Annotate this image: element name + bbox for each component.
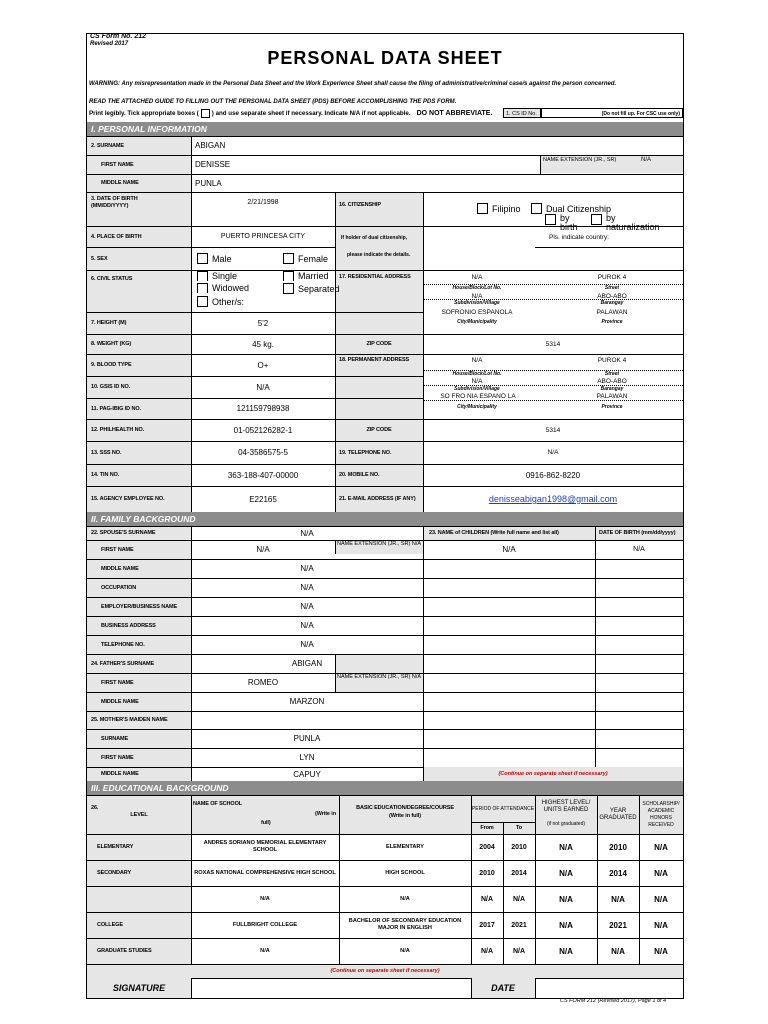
- spouse-ext-value[interactable]: N/A: [411, 541, 422, 547]
- perm-city-value[interactable]: SO FRO NIA ESPANO LA: [440, 393, 516, 400]
- first-name-value[interactable]: DENISSE: [195, 160, 231, 169]
- date-label: DATE: [491, 983, 515, 993]
- edu-row-3-honors[interactable]: N/A: [654, 894, 668, 904]
- edu-row-4-to[interactable]: 2021: [511, 921, 527, 929]
- sex-label: 5. SEX: [91, 255, 108, 262]
- filipino-option[interactable]: Filipino: [477, 203, 521, 214]
- telephone-value[interactable]: N/A: [547, 449, 559, 456]
- edu-row-3-school[interactable]: N/A: [260, 895, 270, 902]
- dob-value[interactable]: 2/21/1998: [247, 198, 279, 206]
- children-label: 23. NAME of CHILDREN (Write full name and list all): [429, 530, 559, 536]
- surname-value[interactable]: ABIGAN: [195, 141, 226, 150]
- pagibig-label: 11. PAG-IBIG ID NO.: [91, 405, 141, 412]
- perm-brgy-value[interactable]: ABO-ABO: [597, 378, 627, 385]
- father-middle-label: MIDDLE NAME: [101, 698, 139, 705]
- business-address-label: BUSINESS ADDRESS: [101, 622, 156, 629]
- res-zip-value[interactable]: 5314: [545, 340, 561, 348]
- dual-note-2: please indicate the details.: [347, 252, 411, 258]
- edu-row-2-year[interactable]: 2014: [609, 868, 627, 878]
- edu-row-5-from[interactable]: N/A: [480, 947, 494, 955]
- edu-row-1-from[interactable]: 2004: [479, 843, 495, 851]
- res-prov-label: Province: [601, 319, 623, 325]
- warning-text: WARNING: Any misrepresentation made in the Personal Data Sheet and the Work Experience Sheet shall cause the filing of administrative/criminal case/s against the person concerned.: [89, 81, 617, 87]
- res-city-value[interactable]: SOFRONIO ESPANOLA: [441, 309, 513, 316]
- height-value[interactable]: 5'2: [257, 318, 269, 328]
- philhealth-label: 12. PHILHEALTH NO.: [91, 427, 145, 433]
- sss-label: 13. SSS NO.: [91, 449, 122, 456]
- agency-no-value[interactable]: E22165: [249, 494, 277, 504]
- csid-field: (Do not fill up. For CSC use only): [541, 108, 683, 118]
- male-option[interactable]: Male: [197, 253, 232, 264]
- signature-label: SIGNATURE: [112, 983, 166, 993]
- perm-zip-value[interactable]: 5314: [545, 426, 561, 434]
- edu-row-1-level: ELEMENTARY: [97, 843, 134, 850]
- edu-to-header: To: [515, 825, 523, 831]
- edu-school-write: (Write in: [315, 811, 336, 817]
- married-option[interactable]: Married: [283, 271, 329, 281]
- csid-label: 1. CS ID No.: [503, 108, 541, 118]
- spouse-middle-value[interactable]: N/A: [300, 564, 314, 573]
- perm-street-value[interactable]: PUROK 4: [597, 357, 627, 364]
- edu-row-2-to[interactable]: 2014: [511, 869, 527, 877]
- edu-course-write: (Write in full): [388, 813, 421, 819]
- civil-status-label: 6. CIVIL STATUS: [91, 276, 133, 282]
- others-checkbox[interactable]: [197, 296, 208, 307]
- mother-middle-value[interactable]: CAPUY: [293, 769, 321, 779]
- section-educational-background: III. EDUCATIONAL BACKGROUND: [87, 781, 683, 795]
- agency-no-label: 15. AGENCY EMPLOYEE NO.: [91, 496, 165, 502]
- occupation-label: OCCUPATION: [101, 584, 137, 591]
- form-number: CS Form No. 212: [90, 33, 147, 40]
- tin-label: 14. TIN NO.: [91, 472, 120, 478]
- edu-number: 26.: [91, 805, 99, 811]
- edu-from-header: From: [480, 825, 494, 831]
- blood-type-value[interactable]: O+: [257, 360, 269, 370]
- edu-row-1-school[interactable]: ANDRES SORIANO MEMORIAL ELEMENTARY SCHOOL: [203, 840, 327, 853]
- permanent-address-label: 18. PERMANENT ADDRESS: [339, 357, 410, 363]
- perm-city-label: City/Municipality: [457, 404, 497, 410]
- middle-name-value[interactable]: PUNLA: [195, 178, 222, 188]
- female-checkbox[interactable]: [283, 253, 294, 264]
- citizenship-label: 16. CITIZENSHIP: [339, 202, 381, 208]
- edu-row-4-honors[interactable]: N/A: [654, 920, 668, 930]
- date-field[interactable]: [536, 979, 682, 997]
- spouse-surname-value[interactable]: N/A: [300, 528, 314, 538]
- edu-school-header: NAME OF SCHOOL: [193, 801, 243, 807]
- edu-row-2-level: SECONDARY: [97, 869, 132, 876]
- edu-row-2-course[interactable]: HIGH SCHOOL: [385, 869, 425, 876]
- section-personal-info: I. PERSONAL INFORMATION: [87, 122, 683, 136]
- child-1-name[interactable]: N/A: [502, 545, 516, 554]
- edu-row-2-from[interactable]: 2010: [479, 869, 495, 877]
- edu-course-header: BASIC EDUCATION/DEGREE/COURSE: [356, 805, 454, 811]
- edu-row-4-highest[interactable]: N/A: [559, 920, 573, 930]
- edu-row-1-to[interactable]: 2010: [511, 843, 527, 851]
- edu-row-3-to[interactable]: N/A: [512, 895, 526, 903]
- edu-row-1-course[interactable]: ELEMENTARY: [386, 843, 424, 850]
- edu-year-header: YEAR GRADUATED: [599, 807, 637, 821]
- perm-brgy-label: Barangay: [600, 386, 624, 392]
- edu-row-5-highest[interactable]: N/A: [559, 946, 573, 956]
- edu-row-1-highest[interactable]: N/A: [559, 842, 573, 852]
- edu-row-2-honors[interactable]: N/A: [654, 868, 668, 878]
- res-house-value[interactable]: N/A: [471, 274, 483, 281]
- mother-maiden-label: 25. MOTHER'S MAIDEN NAME: [91, 717, 168, 723]
- guide-text: READ THE ATTACHED GUIDE TO FILLING OUT THE PERSONAL DATA SHEET (PDS) BEFORE ACCOMPLISHING THE PDS FORM.: [89, 99, 457, 105]
- children-dob-label: DATE OF BIRTH (mm/dd/yyyy): [599, 530, 676, 536]
- pds-sheet: [86, 33, 684, 999]
- edu-row-2-highest[interactable]: N/A: [559, 868, 573, 878]
- mother-middle-label: MIDDLE NAME: [101, 771, 139, 777]
- perm-street-label: Street: [604, 371, 620, 377]
- name-ext-label: NAME EXTENSION (JR., SR): [543, 157, 617, 163]
- edu-row-4-level: COLLEGE: [97, 921, 123, 928]
- male-checkbox[interactable]: [197, 253, 208, 264]
- middle-name-label: MIDDLE NAME: [101, 180, 139, 186]
- residential-address-label: 17. RESIDENTIAL ADDRESS: [339, 274, 411, 280]
- mother-surname-label: SURNAME: [101, 735, 129, 742]
- pob-label: 4. PLACE OF BIRTH: [91, 233, 142, 240]
- separated-option[interactable]: Separated: [283, 283, 340, 294]
- page-title: PERSONAL DATA SHEET: [267, 48, 503, 68]
- edu-continue-note: (Continue on separate sheet if necessary): [330, 968, 440, 974]
- edu-honors-header: SCHOLARSHIP/ ACADEMIC HONORS RECEIVED: [642, 800, 680, 828]
- res-street-label: Street: [604, 285, 620, 291]
- res-city-label: City/Municipality: [457, 319, 497, 325]
- edu-row-5-level: GRADUATE STUDIES: [97, 947, 152, 954]
- father-first-label: FIRST NAME: [101, 679, 134, 686]
- employer-value[interactable]: N/A: [300, 602, 314, 611]
- gsis-value[interactable]: N/A: [256, 382, 270, 392]
- edu-row-4-year[interactable]: 2021: [609, 920, 627, 930]
- perm-prov-label: Province: [601, 404, 623, 410]
- spouse-ext-label: NAME EXTENSION (JR., SR) N/A: [337, 541, 422, 547]
- father-surname-value[interactable]: ABIGAN: [291, 659, 323, 668]
- surname-label: 2. SURNAME: [91, 142, 124, 149]
- blood-type-label: 9. BLOOD TYPE: [91, 362, 132, 368]
- father-ext-label: NAME EXTENSION (JR., SR) N/A: [337, 674, 422, 680]
- edu-row-3-level: [87, 886, 191, 912]
- child-1-dob[interactable]: N/A: [633, 546, 645, 553]
- sss-value[interactable]: 04-3586575-5: [238, 448, 288, 457]
- edu-period-header: PERIOD OF ATTENDANCE: [471, 805, 535, 812]
- separated-checkbox[interactable]: [283, 283, 294, 294]
- edu-row-3-year[interactable]: N/A: [611, 894, 625, 904]
- edu-highest-note: (if not graduated): [546, 821, 586, 827]
- spouse-first-value[interactable]: N/A: [256, 545, 270, 554]
- perm-subd-value[interactable]: N/A: [471, 378, 483, 385]
- edu-row-5-course[interactable]: N/A: [400, 947, 410, 954]
- mother-first-label: FIRST NAME: [101, 754, 134, 761]
- edu-row-5-to[interactable]: N/A: [512, 947, 526, 955]
- tick-box-sample: [201, 109, 210, 118]
- perm-prov-value[interactable]: PALAWAN: [596, 393, 628, 400]
- mobile-label: 20. MOBILE NO.: [339, 472, 380, 478]
- telephone-label: 19. TELEPHONE NO.: [339, 449, 392, 456]
- spouse-middle-label: MIDDLE NAME: [101, 565, 139, 572]
- edu-row-5-honors[interactable]: N/A: [654, 946, 668, 956]
- father-surname-label: 24. FATHER'S SURNAME: [91, 660, 155, 667]
- dual-note-1: If holder of dual citizenship,: [341, 235, 408, 241]
- family-continue-note: (Continue on separate sheet if necessary): [498, 771, 608, 777]
- weight-label: 8. WEIGHT (KG): [91, 341, 132, 347]
- spouse-telephone-value[interactable]: N/A: [300, 640, 314, 649]
- spouse-telephone-label: TELEPHONE NO.: [101, 641, 145, 648]
- country-note: Pls. indicate country:: [549, 234, 609, 241]
- page-footer: CS FORM 212 (Revised 2017), Page 1 of 4: [560, 998, 667, 1004]
- dual-citizenship-option[interactable]: Dual Citizenship: [531, 203, 611, 214]
- edu-row-5-school[interactable]: N/A: [260, 947, 270, 954]
- tin-value[interactable]: 363-188-407-00000: [227, 470, 299, 480]
- edu-row-3-course[interactable]: N/A: [400, 895, 410, 902]
- by-naturalization-option[interactable]: by naturalization: [591, 214, 671, 232]
- single-option[interactable]: Single: [197, 271, 237, 281]
- business-address-value[interactable]: N/A: [300, 621, 314, 630]
- res-street-value[interactable]: PUROK 4: [597, 274, 627, 281]
- single-checkbox[interactable]: [197, 271, 208, 281]
- edu-row-1-honors[interactable]: N/A: [654, 842, 668, 852]
- email-value[interactable]: denisseabigan1998@gmail.com: [488, 494, 618, 504]
- by-birth-option[interactable]: by birth: [545, 214, 585, 232]
- res-brgy-label: Barangay: [600, 300, 624, 306]
- form-revision: Revised 2017: [90, 41, 129, 47]
- edu-row-3-highest[interactable]: N/A: [559, 894, 573, 904]
- edu-row-4-from[interactable]: 2017: [479, 921, 495, 929]
- father-ext-value[interactable]: N/A: [411, 674, 422, 680]
- spouse-surname-label: 22. SPOUSE'S SURNAME: [91, 530, 156, 536]
- widowed-option[interactable]: Widowed: [197, 283, 249, 293]
- edu-row-5-year[interactable]: N/A: [611, 946, 625, 956]
- edu-row-4-course[interactable]: BACHELOR OF SECONDARY EDUCATION MAJOR IN ENGLISH: [348, 918, 462, 931]
- by-naturalization-checkbox[interactable]: [591, 214, 602, 225]
- signature-field[interactable]: [192, 979, 470, 997]
- weight-value[interactable]: 45 kg.: [252, 339, 274, 349]
- father-middle-value[interactable]: MARZON: [289, 697, 325, 706]
- widowed-checkbox[interactable]: [197, 283, 208, 293]
- res-zip-label: ZIP CODE: [366, 341, 392, 347]
- employer-label: EMPLOYER/BUSINESS NAME: [101, 603, 178, 610]
- email-label: 21. E-MAIL ADDRESS (IF ANY): [339, 496, 416, 502]
- by-birth-checkbox[interactable]: [545, 214, 556, 225]
- edu-school-full: full): [261, 820, 271, 826]
- spouse-first-label: FIRST NAME: [101, 546, 134, 553]
- section-family-background: II. FAMILY BACKGROUND: [87, 512, 683, 526]
- res-brgy-value[interactable]: ABO-ABO: [597, 293, 627, 300]
- edu-row-4-school[interactable]: FULLBRIGHT COLLEGE: [232, 921, 298, 928]
- res-subd-value[interactable]: N/A: [471, 293, 483, 300]
- edu-highest-header: HIGHEST LEVEL/ UNITS EARNED: [541, 800, 591, 813]
- perm-zip-label: ZIP CODE: [366, 427, 392, 433]
- female-option[interactable]: Female: [283, 253, 328, 264]
- res-prov-value[interactable]: PALAWAN: [596, 309, 628, 316]
- instructions: Print legibly. Tick appropriate boxes ( ) and use separate sheet if necessary. Indicate N/A if not applicable. DO NOT ABBREVIATE.: [89, 110, 493, 117]
- mother-first-value[interactable]: LYN: [299, 753, 315, 762]
- mobile-value[interactable]: 0916-862-8220: [525, 470, 581, 480]
- edu-row-3-from[interactable]: N/A: [480, 895, 494, 903]
- married-checkbox[interactable]: [283, 271, 294, 281]
- others-option[interactable]: Other/s:: [197, 296, 244, 307]
- name-ext-value[interactable]: N/A: [641, 157, 652, 163]
- filipino-checkbox[interactable]: [477, 203, 488, 214]
- dob-label: 3. DATE OF BIRTH (MM/DD/YYYY): [91, 196, 138, 209]
- pob-value[interactable]: PUERTO PRINCESA CITY: [220, 233, 306, 240]
- edu-level-header: LEVEL: [130, 811, 148, 818]
- mother-surname-value[interactable]: PUNLA: [293, 734, 321, 743]
- gsis-label: 10. GSIS ID NO.: [91, 384, 131, 390]
- height-label: 7. HEIGHT (M): [91, 320, 127, 326]
- edu-row-1-year[interactable]: 2010: [609, 842, 627, 852]
- pagibig-value[interactable]: 121159798938: [236, 404, 290, 413]
- perm-subd-label: Subdivision/Village: [454, 386, 500, 392]
- res-house-label: House/Block/Lot No.: [452, 285, 502, 291]
- res-subd-label: Subdivision/Village: [454, 300, 500, 306]
- occupation-value[interactable]: N/A: [300, 583, 314, 592]
- perm-house-label: House/Block/Lot No.: [452, 371, 502, 377]
- edu-row-2-school[interactable]: ROXAS NATIONAL COMPREHENSIVE HIGH SCHOOL: [194, 869, 336, 876]
- father-first-value[interactable]: ROMEO: [247, 678, 279, 687]
- dual-checkbox[interactable]: [531, 203, 542, 214]
- perm-house-value[interactable]: N/A: [471, 357, 483, 364]
- first-name-label: FIRST NAME: [101, 161, 134, 168]
- philhealth-value[interactable]: 01-052126282-1: [233, 425, 293, 435]
